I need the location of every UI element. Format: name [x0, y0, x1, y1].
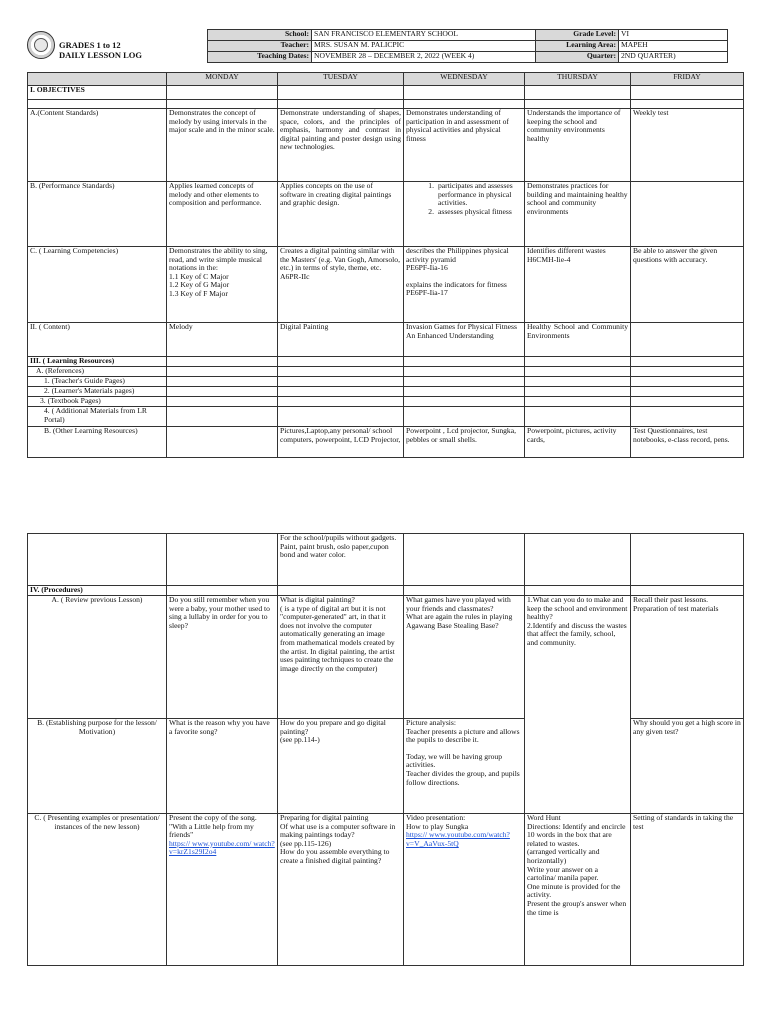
seal-center — [34, 38, 48, 52]
performance-standards-thu: Demonstrates practices for building and maintaining healthy school and community environments — [525, 182, 631, 247]
content-standards-thu: Understands the importance of keeping the school and community environments healthy — [525, 109, 631, 182]
grade-value: VI — [619, 30, 728, 41]
presenting-thu: Word Hunt Directions: Identify and encircle 10 words in the box that are related to wastes. (arranged vertically and horizontally) Write your answer on a cartolina/ manila paper. One minute is provided for the activity. Present the group's answer when the time is — [525, 814, 631, 966]
area-label: Learning Area: — [536, 41, 619, 52]
corner-cell — [28, 73, 167, 86]
grade-label: Grade Level: — [536, 30, 619, 41]
header-info-table — [207, 29, 728, 63]
performance-standards-wed: 1. participates and assesses performance in physical activities. 2. assesses physical fitness — [404, 182, 525, 247]
youtube-link-song[interactable]: https:// www.youtube.com/ watch?v=krZ1s29I2o4 — [169, 838, 275, 857]
review-fri: Recall their past lessons. Preparation of test materials — [631, 596, 744, 719]
day-header-thursday: THURSDAY — [525, 73, 631, 86]
review-wed: What games have you played with your friends and classmates? What are again the rules in playing Agawang Base Stealing Base? — [404, 596, 525, 719]
review-label: A. ( Review previous Lesson) — [28, 596, 167, 719]
lm-pages-label: 2. (Learner's Materials pages) — [28, 387, 167, 397]
additional-materials-label: 4. ( Additional Materials from LR Portal) — [28, 407, 167, 427]
content-wed: Invasion Games for Physical Fitness An Enhanced Understanding — [404, 323, 525, 357]
day-header-tuesday: TUESDAY — [278, 73, 404, 86]
presenting-label: C. ( Presenting examples or presentation/ instances of the new lesson) — [28, 814, 167, 966]
presenting-mon: Present the copy of the song. "With a Little help from my friends" https:// www.youtube.com/ watch?v=krZ1s29I2o4 — [167, 814, 278, 966]
references-label: A. (References) — [28, 367, 167, 377]
teacher-label: Teacher: — [208, 41, 312, 52]
day-header-monday: MONDAY — [167, 73, 278, 86]
dates-label: Teaching Dates: — [208, 52, 312, 63]
school-label: School: — [208, 30, 312, 41]
review-tue: What is digital painting? ( is a type of digital art but it is not "computer-generated" art, in that it does not involve the computer automatically generating an image from mathematical models created by the artist. In digital painting, the artist uses painting techniques to create the image directly on the computer) — [278, 596, 404, 719]
performance-standards-label: B. (Performance Standards) — [28, 182, 167, 247]
content-standards-fri: Weekly test — [631, 109, 744, 182]
content-mon: Melody — [167, 323, 278, 357]
purpose-fri: Why should you get a high score in any given test? — [631, 719, 744, 814]
other-resources-thu: Powerpoint, pictures, activity cards, — [525, 427, 631, 458]
content-label: II. ( Content) — [28, 323, 167, 357]
other-resources-fri: Test Questionnaires, test notebooks, e-class record, pens. — [631, 427, 744, 458]
teacher-value: MRS. SUSAN M. PALICPIC — [312, 41, 536, 52]
performance-standards-mon: Applies learned concepts of melody and other elements to composition and performance. — [167, 182, 278, 247]
day-header-wednesday: WEDNESDAY — [404, 73, 525, 86]
learning-resources-label: III. ( Learning Resources) — [28, 357, 167, 367]
quarter-label: Quarter: — [536, 52, 619, 63]
review-thu: 1.What can you do to make and keep the school and environment healthy? 2.Identify and discuss the wastes that affect the family, school, and community. — [525, 596, 631, 814]
review-mon: Do you still remember when you were a baby, your mother used to sing a lullaby in order for you to sleep? — [167, 596, 278, 719]
purpose-wed: Picture analysis: Teacher presents a picture and allows the pupils to describe it. Today, we will be having group activities. Teacher divides the group, and pupils follow directions. — [404, 719, 525, 814]
presenting-tue: Preparing for digital painting Of what use is a computer software in making paintings today? (see pp.115-126) How do you assemble everything to create a finished digital painting? — [278, 814, 404, 966]
other-resources-label: B. (Other Learning Resources) — [28, 427, 167, 458]
day-header-friday: FRIDAY — [631, 73, 744, 86]
content-standards-tue: Demonstrate understanding of shapes, space, colors, and the principles of emphasis, harmony and contrast in digital painting and poster design using new technologies. — [278, 109, 404, 182]
presenting-fri: Setting of standards in taking the test — [631, 814, 744, 966]
other-resources-tue-continued: For the school/pupils without gadgets. Paint, paint brush, oslo paper,cupon bond and water color. — [278, 534, 404, 586]
competencies-mon: Demonstrates the ability to sing, read, and write simple musical notations in the: 1.1 Key of C Major 1.2 Key of G Major 1.3 Key of F Major — [167, 247, 278, 323]
content-tue: Digital Painting — [278, 323, 404, 357]
youtube-link-sungka[interactable]: https:// www.youtube.com/watch?v=V_AaVux-5tQ — [406, 830, 510, 848]
lesson-log-table-page1 — [27, 72, 744, 458]
other-resources-wed: Powerpoint , Lcd projector, Sungka, pebbles or small shells. — [404, 427, 525, 458]
performance-standards-tue: Applies concepts on the use of software in creating digital paintings and graphic design. — [278, 182, 404, 247]
performance-item-1: participates and assesses performance in physical activities. — [438, 181, 513, 208]
lesson-log-table-page2 — [27, 533, 744, 966]
procedures-label: IV. (Procedures) — [28, 586, 167, 596]
school-value: SAN FRANCISCO ELEMENTARY SCHOOL — [312, 30, 536, 41]
competencies-fri: Be able to answer the given questions with accuracy. — [631, 247, 744, 323]
content-thu: Healthy School and Community Environments — [525, 323, 631, 357]
competencies-label: C. ( Learning Competencies) — [28, 247, 167, 323]
area-value: MAPEH — [619, 41, 728, 52]
dates-value: NOVEMBER 28 – DECEMBER 2, 2022 (WEEK 4) — [312, 52, 536, 63]
purpose-tue: How do you prepare and go digital painting? (see pp.114-) — [278, 719, 404, 814]
form-title-dll: DAILY LESSON LOG — [59, 50, 142, 60]
competencies-tue: Creates a digital painting similar with the Masters' (e.g. Van Gogh, Amorsolo, etc.) in terms of style, theme, etc. A6PR-IIc — [278, 247, 404, 323]
tg-pages-label: 1. (Teacher's Guide Pages) — [28, 377, 167, 387]
textbook-pages-label: 3. (Textbook Pages) — [28, 397, 167, 407]
competencies-wed: describes the Philippines physical activity pyramid PE6PF-Iia-16 explains the indicators for fitness PE6PF-Iia-17 — [404, 247, 525, 323]
quarter-value: 2ND QUARTER) — [619, 52, 728, 63]
other-resources-tue: Pictures,Laptop,any personal/ school computers, powerpoint, LCD Projector, — [278, 427, 404, 458]
competencies-thu: Identifies different wastes H6CMH-Iie-4 — [525, 247, 631, 323]
other-resources-mon — [167, 427, 278, 458]
performance-standards-fri — [631, 182, 744, 247]
content-fri — [631, 323, 744, 357]
content-standards-label: A.(Content Standards) — [28, 109, 167, 182]
purpose-mon: What is the reason why you have a favorite song? — [167, 719, 278, 814]
presenting-wed: Video presentation: How to play Sungka https:// www.youtube.com/watch?v=V_AaVux-5tQ — [404, 814, 525, 966]
performance-item-2: assesses physical fitness — [438, 206, 512, 216]
content-standards-mon: Demonstrates the concept of melody by using intervals in the major scale and in the minor scale. — [167, 109, 278, 182]
objectives-label: I. OBJECTIVES — [28, 86, 167, 100]
purpose-label: B. (Establishing purpose for the lesson/ Motivation) — [28, 719, 167, 814]
form-title-grades: GRADES 1 to 12 — [59, 40, 121, 50]
content-standards-wed: Demonstrates understanding of participation in and assessment of physical activities and physical fitness — [404, 109, 525, 182]
